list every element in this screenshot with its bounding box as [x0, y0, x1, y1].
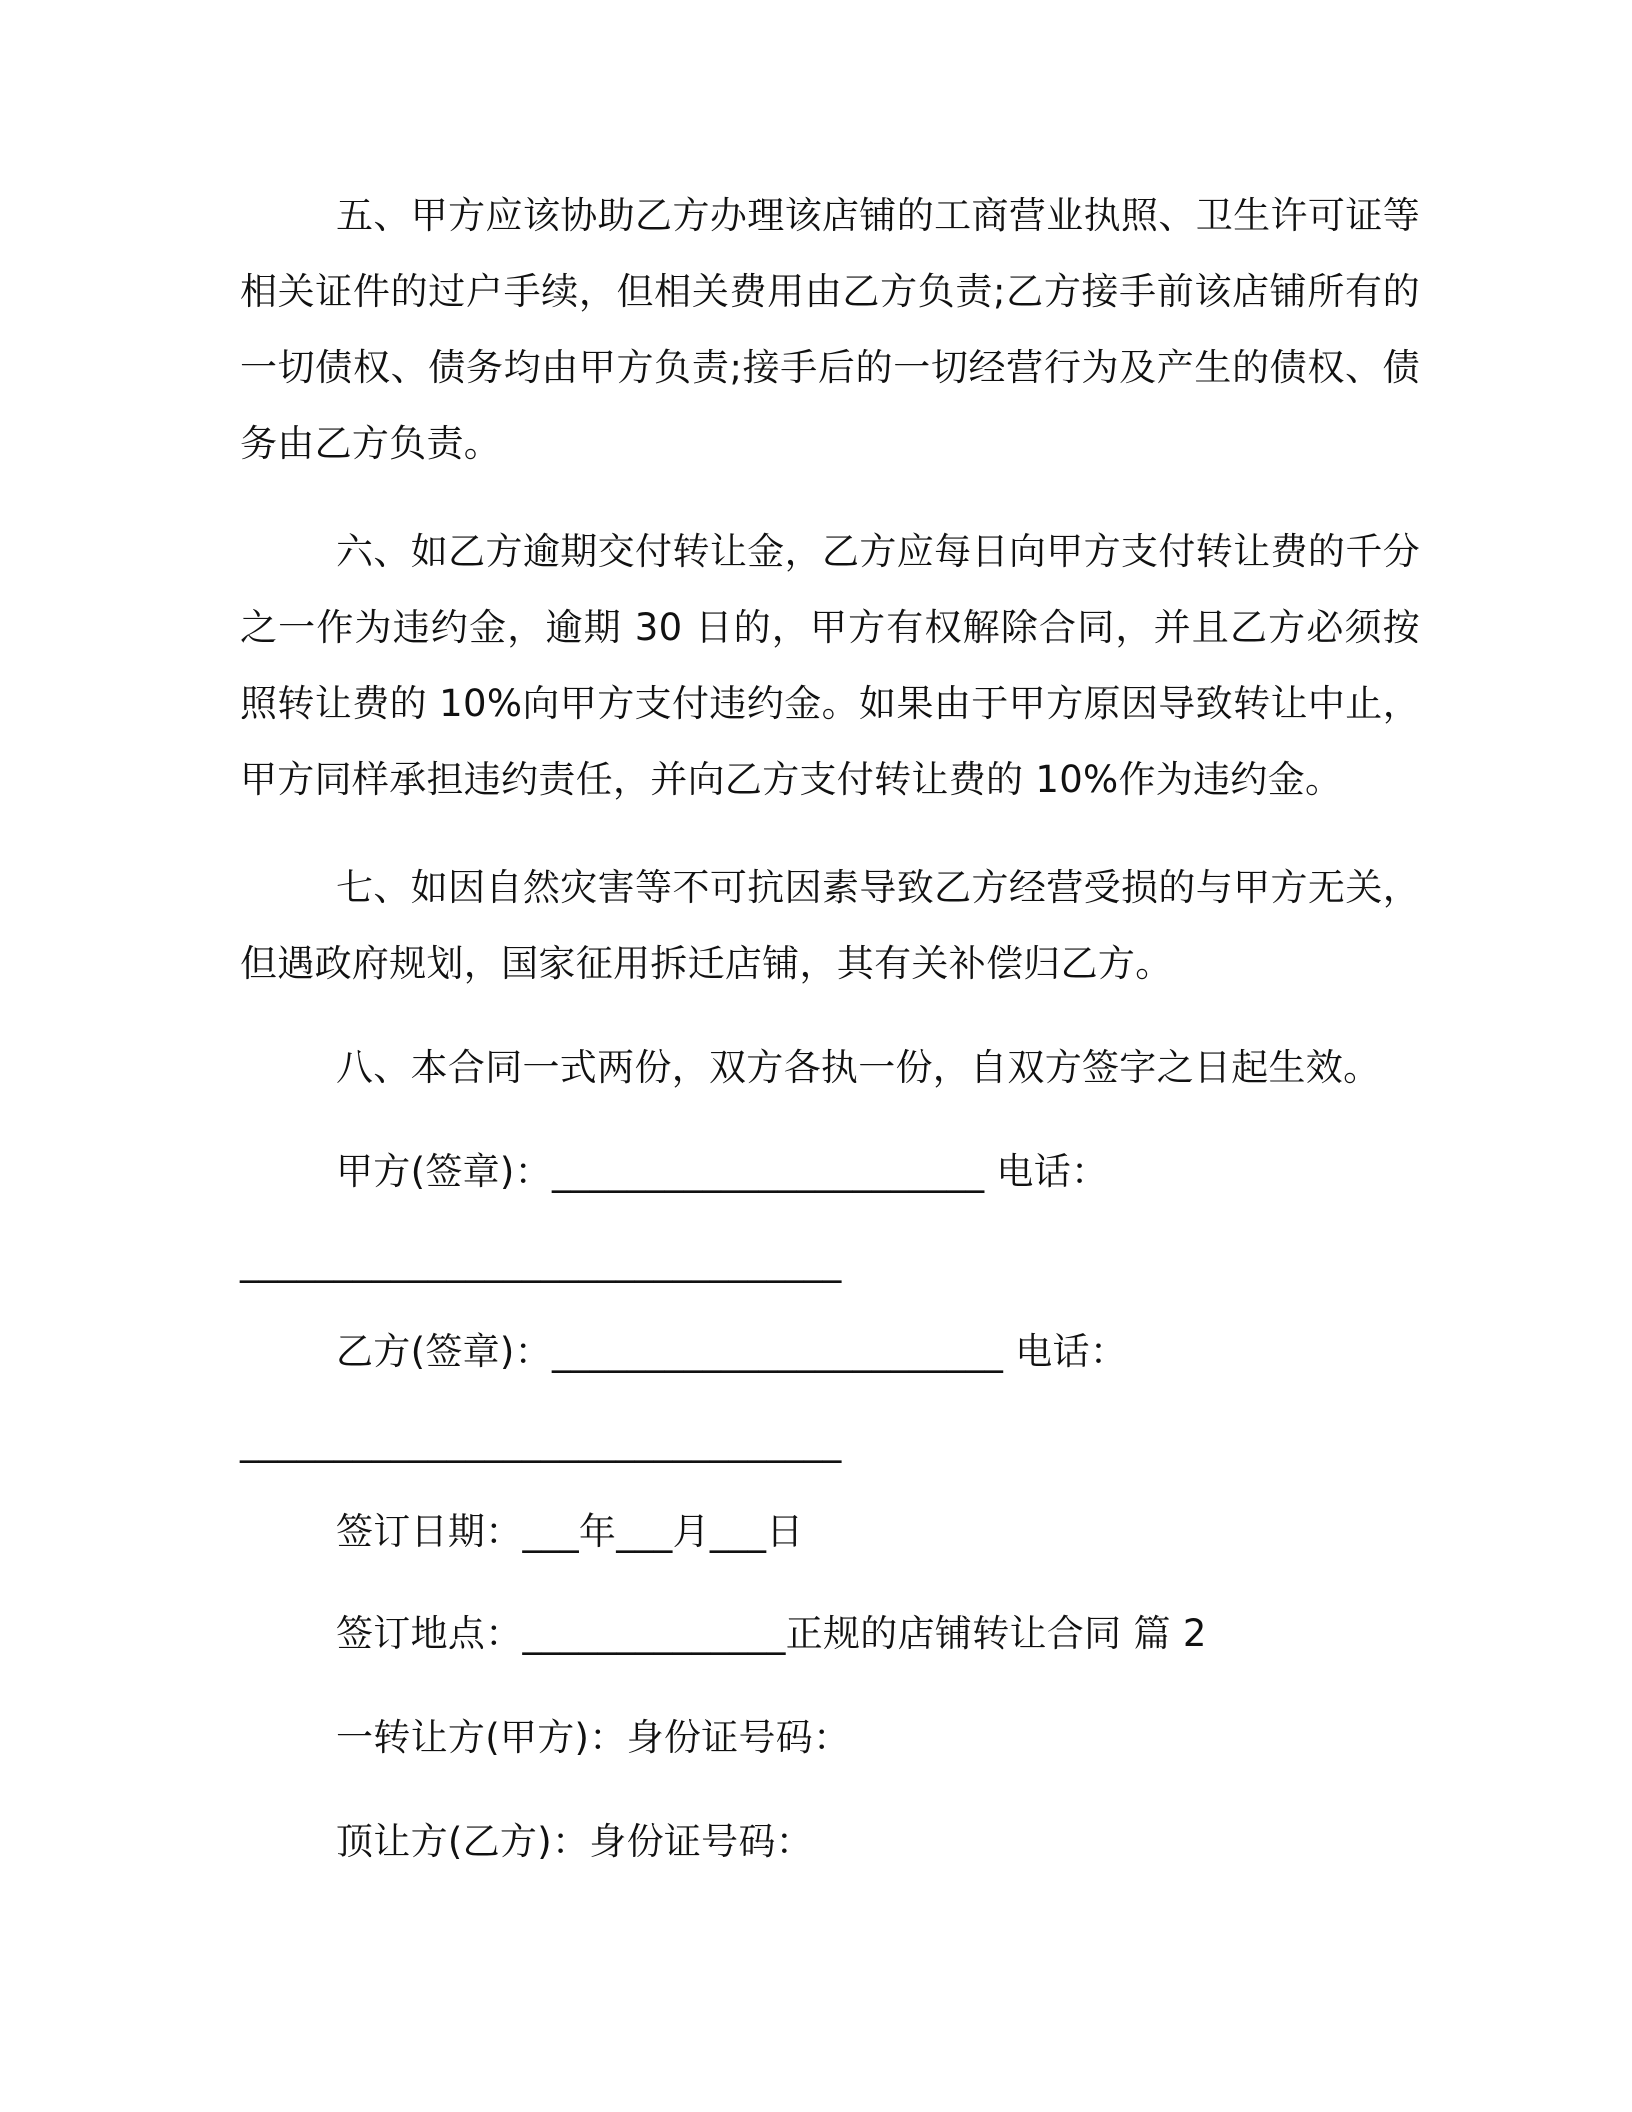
party-a-phone-blank: ________________________________: [240, 1240, 842, 1283]
clause-8-paragraph: 八、本合同一式两份，双方各执一份，自双方签字之日起生效。: [336, 1046, 1381, 1089]
party-b-phone-blank: ________________________________: [240, 1420, 842, 1463]
clause-6-paragraph: 六、如乙方逾期交付转让金，乙方应每日向甲方支付转让费的千分之一作为违约金，逾期 30 日的，甲方有权解除合同，并且乙方必须按照转让费的 10%向甲方支付违约金。如果由于甲方原因导致转让中止，甲方同样承担违约责任，并向乙方支付转让费的 10%作为违约金。: [240, 530, 1420, 801]
signing-place-line: 签订地点：______________正规的店铺转让合同 篇 2: [336, 1612, 1207, 1655]
party-a-signature-line: 甲方(签章)：_______________________ 电话：: [336, 1150, 1109, 1193]
transferor-line: 一转让方(甲方)：身份证号码：: [336, 1716, 851, 1759]
clause-7-paragraph: 七、如因自然灾害等不可抗因素导致乙方经营受损的与甲方无关，但遇政府规划，国家征用拆迁店铺，其有关补偿归乙方。: [240, 866, 1420, 985]
signing-date-line: 签订日期：___年___月___日: [336, 1510, 804, 1553]
party-b-signature-line: 乙方(签章)：________________________ 电话：: [336, 1330, 1128, 1373]
clause-5-paragraph: 五、甲方应该协助乙方办理该店铺的工商营业执照、卫生许可证等相关证件的过户手续，但相关费用由乙方负责;乙方接手前该店铺所有的一切债权、债务均由甲方负责;接手后的一切经营行为及产生的债权、债务由乙方负责。: [240, 194, 1420, 465]
transferee-line: 顶让方(乙方)：身份证号码：: [336, 1820, 814, 1863]
